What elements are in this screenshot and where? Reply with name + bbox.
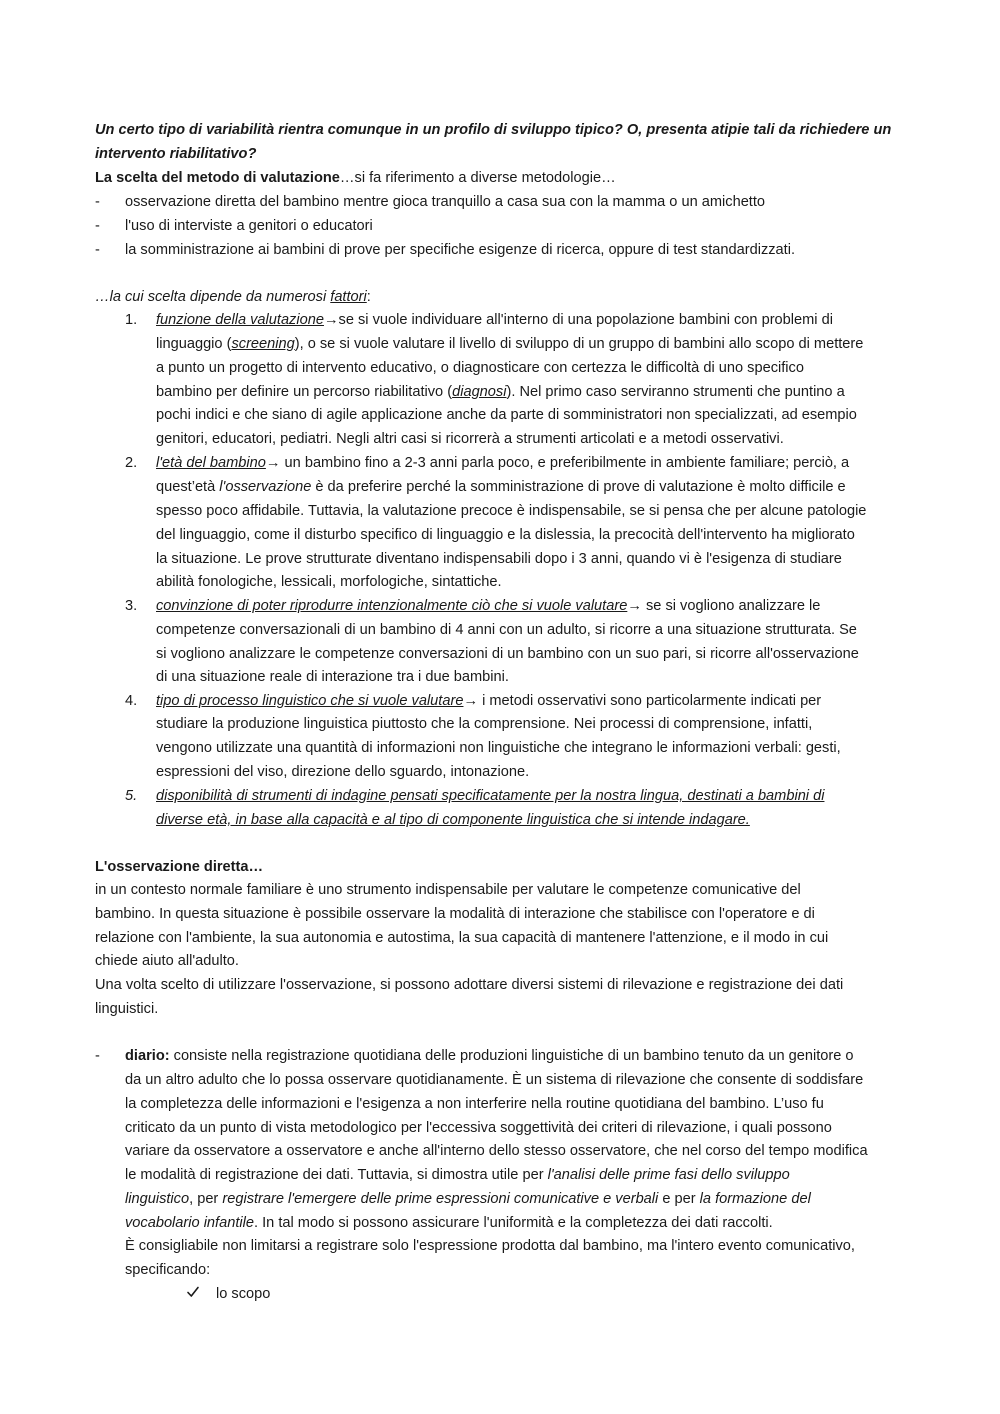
factor-2-line-2 xyxy=(156,477,846,497)
diario-term: diario: xyxy=(125,1048,170,1064)
diario-text: consiste nella registrazione quotidiana delle produzioni linguistiche di un bambino tenuto da un genitore o xyxy=(169,1048,854,1064)
factor-term: diagnosi xyxy=(452,384,507,400)
factor-text: un bambino fino a 2-3 anni parla poco, e preferibilmente in ambiente familiare; perciò, a xyxy=(280,455,850,471)
diario-line-2: da un altro adulto che lo possa osservare quotidianamente. È un sistema di rilevazione che consente di soddisfare xyxy=(125,1072,864,1088)
factor-text: ). Nel primo caso serviranno strumenti che puntino a xyxy=(506,384,845,400)
method-item: l'uso di interviste a genitori o educatori xyxy=(125,218,373,234)
factors-intro xyxy=(95,287,371,307)
factor-number: 4. xyxy=(125,693,138,709)
diario-emphasis: la formazione del xyxy=(699,1191,811,1207)
diario-text: . In tal modo si possono assicurare l'uniformità e la completezza dei dati raccolti. xyxy=(254,1215,773,1231)
method-heading: La scelta del metodo di valutazione xyxy=(95,170,340,186)
diario-emphasis: registrare l'emergere delle prime espressioni comunicative e verbali xyxy=(222,1191,659,1207)
factor-title: funzione della valutazione xyxy=(156,312,324,328)
factor-4-line-2: studiare la produzione linguistica piuttosto che la comprensione. Nei processi di comprensione, infatti, xyxy=(156,716,813,732)
paragraph-line: relazione con l'ambiente, la sua autonomia e autostima, la sua capacità di mantenere l'attenzione, e il modo in cui xyxy=(95,930,829,946)
diario-text: le modalità di registrazione dei dati. Tuttavia, si dimostra utile per xyxy=(125,1167,548,1183)
list-marker: - xyxy=(95,1048,100,1064)
paragraph-line: chiede aiuto all'adulto. xyxy=(95,953,239,969)
factor-1-line-6: genitori, educatori, pediatri. Negli altri casi si ricorrerà a strumenti articolati e a metodi osservativi. xyxy=(156,431,784,447)
factor-4-line-4: espressioni del viso, direzione dello sguardo, intonazione. xyxy=(156,764,530,780)
factor-text: i metodi osservativi sono particolarmente indicati per xyxy=(478,693,822,709)
arrow-icon: → xyxy=(323,312,339,328)
factor-number: 1. xyxy=(125,312,138,328)
diario-emphasis: linguistico xyxy=(125,1191,190,1207)
factor-3-line-2: competenze conversazionali di un bambino di 4 anni con un adulto, si ricorre a una situazione strutturata. Se xyxy=(156,622,857,638)
factor-term: l'osservazione xyxy=(219,479,312,495)
diario-line-8 xyxy=(125,1213,773,1233)
list-marker: - xyxy=(95,242,100,258)
factor-2-line-6: abilità fonologiche, lessicali, morfologiche, sintattiche. xyxy=(156,574,502,590)
diario-emphasis: vocabolario infantile xyxy=(125,1215,254,1231)
arrow-icon: → xyxy=(463,693,479,709)
method-item: la somministrazione ai bambini di prove per specifiche esigenze di ricerca, oppure di test standardizzati. xyxy=(125,242,796,258)
factor-text: ), o se si vuole valutare il livello di sviluppo di un gruppo di bambini allo scopo di mettere xyxy=(294,336,864,352)
factor-3-line-1 xyxy=(156,596,820,616)
arrow-icon: → xyxy=(627,598,642,614)
factors-link-text: fattori xyxy=(330,289,367,305)
factor-1-line-4 xyxy=(156,382,845,402)
factor-text: linguaggio ( xyxy=(156,336,232,352)
factor-1-line-2 xyxy=(156,334,863,354)
paragraph-line: bambino. In questa situazione è possibile osservare la modalità di interazione che stabilisce con l'operatore e di xyxy=(95,906,815,922)
paragraph-line: in un contesto normale familiare è uno strumento indispensabile per valutare le competenze comunicative del xyxy=(95,882,801,898)
section-heading: L'osservazione diretta… xyxy=(95,859,264,875)
diario-emphasis: l'analisi delle prime fasi dello sviluppo xyxy=(547,1167,790,1183)
factor-term: screening xyxy=(231,336,295,352)
factor-2-line-3: spesso poco affidabile. Tuttavia, la valutazione precoce è indispensabile, se si pensa che per alcune patologie xyxy=(156,503,867,519)
factor-text: se si vogliono analizzare le xyxy=(641,598,821,614)
intro-question-line-1: Un certo tipo di variabilità rientra comunque in un profilo di sviluppo tipico? O, presenta atipie tali da richiedere un xyxy=(95,122,892,138)
list-marker: - xyxy=(95,218,100,234)
intro-question-line-2: intervento riabilitativo? xyxy=(95,146,257,162)
diario-line-5: variare da osservatore a osservatore e anche all'interno dello stesso osservatore, che nel corso del tempo modifica xyxy=(125,1143,868,1159)
arrow-icon: → xyxy=(265,455,281,471)
method-item: osservazione diretta del bambino mentre gioca tranquillo a casa sua con la mamma o un amichetto xyxy=(125,194,766,210)
method-heading-rest: …si fa riferimento a diverse metodologie… xyxy=(339,170,616,186)
method-heading-line xyxy=(95,168,616,188)
factor-5-line-1: disponibilità di strumenti di indagine pensati specificatamente per la nostra lingua, destinati a bambini di xyxy=(156,788,825,804)
factor-number: 5. xyxy=(125,788,138,804)
factor-title: tipo di processo linguistico che si vuole valutare xyxy=(156,693,464,709)
factor-number: 2. xyxy=(125,455,138,471)
checkmark-icon xyxy=(186,1284,200,1304)
factor-2-line-5: la situazione. Le prove strutturate diventano indispensabili dopo i 3 anni, quando vi è l'esigenza di studiare xyxy=(156,551,842,567)
factor-5-line-2: diverse età, in base alla capacità e al tipo di componente linguistica che si intende indagare. xyxy=(156,812,750,828)
factor-1-line-5: pochi indici e che siano di agile applicazione anche da parte di somministratori non specializzati, ad esempio xyxy=(156,407,857,423)
factor-text: bambino per definire un percorso riabilitativo ( xyxy=(156,384,453,400)
check-item-label: lo scopo xyxy=(216,1286,271,1302)
factor-title: convinzione di poter riprodurre intenzionalmente ciò che si vuole valutare xyxy=(156,598,628,614)
factor-1-line-3: a punto un progetto di intervento educativo, o diagnosticare con certezza le difficoltà di uno specifico xyxy=(156,360,804,376)
diario-text: e per xyxy=(658,1191,700,1207)
diario-line-10: specificando: xyxy=(125,1262,211,1278)
factor-3-line-3: si vogliono analizzare le competenze conversazioni di un bambino con un suo pari, si ricorre all'osservazione xyxy=(156,646,859,662)
factor-title: l'età del bambino xyxy=(156,455,266,471)
diario-line-4: criticato da un punto di vista metodologico per l'eccessiva soggettività dei criteri di rilevazione, i quali possono xyxy=(125,1120,832,1136)
factor-text: è da preferire perché la somministrazione di prove di valutazione è molto difficile e xyxy=(311,479,846,495)
paragraph-line: Una volta scelto di utilizzare l'osservazione, si possono adottare diversi sistemi di rilevazione e registrazione dei dati xyxy=(95,977,844,993)
factor-number: 3. xyxy=(125,598,138,614)
diario-line-3: la completezza delle informazioni e l'esigenza a non interferire nella routine quotidiana del bambino. L’uso fu xyxy=(125,1096,824,1112)
factor-4-line-1 xyxy=(156,691,821,711)
diario-line-1 xyxy=(125,1046,854,1066)
factors-intro-colon: : xyxy=(366,289,371,305)
diario-line-6 xyxy=(125,1165,790,1185)
factor-3-line-4: di una situazione reale di interazione tra i due bambini. xyxy=(156,669,509,685)
diario-line-7 xyxy=(125,1189,811,1209)
factor-4-line-3: vengono utilizzate una quantità di informazioni non linguistiche che integrano le informazioni verbali: gesti, xyxy=(156,740,841,756)
factor-2-line-1 xyxy=(156,453,849,473)
factor-1-line-1 xyxy=(156,310,833,330)
diario-line-9: È consigliabile non limitarsi a registrare solo l'espressione prodotta dal bambino, ma l'intero evento comunicativo, xyxy=(125,1238,855,1254)
list-marker: - xyxy=(95,194,100,210)
factor-text: se si vuole individuare all'interno di una popolazione bambini con problemi di xyxy=(338,312,833,328)
paragraph-line: linguistici. xyxy=(95,1001,159,1017)
diario-text: , per xyxy=(189,1191,223,1207)
factor-text: quest’età xyxy=(156,479,220,495)
factor-2-line-4: del linguaggio, come il disturbo specifico di linguaggio e la dislessia, la precocità dell'intervento ha migliorato xyxy=(156,527,855,543)
factors-intro-text: …la cui scelta dipende da numerosi xyxy=(95,289,331,305)
